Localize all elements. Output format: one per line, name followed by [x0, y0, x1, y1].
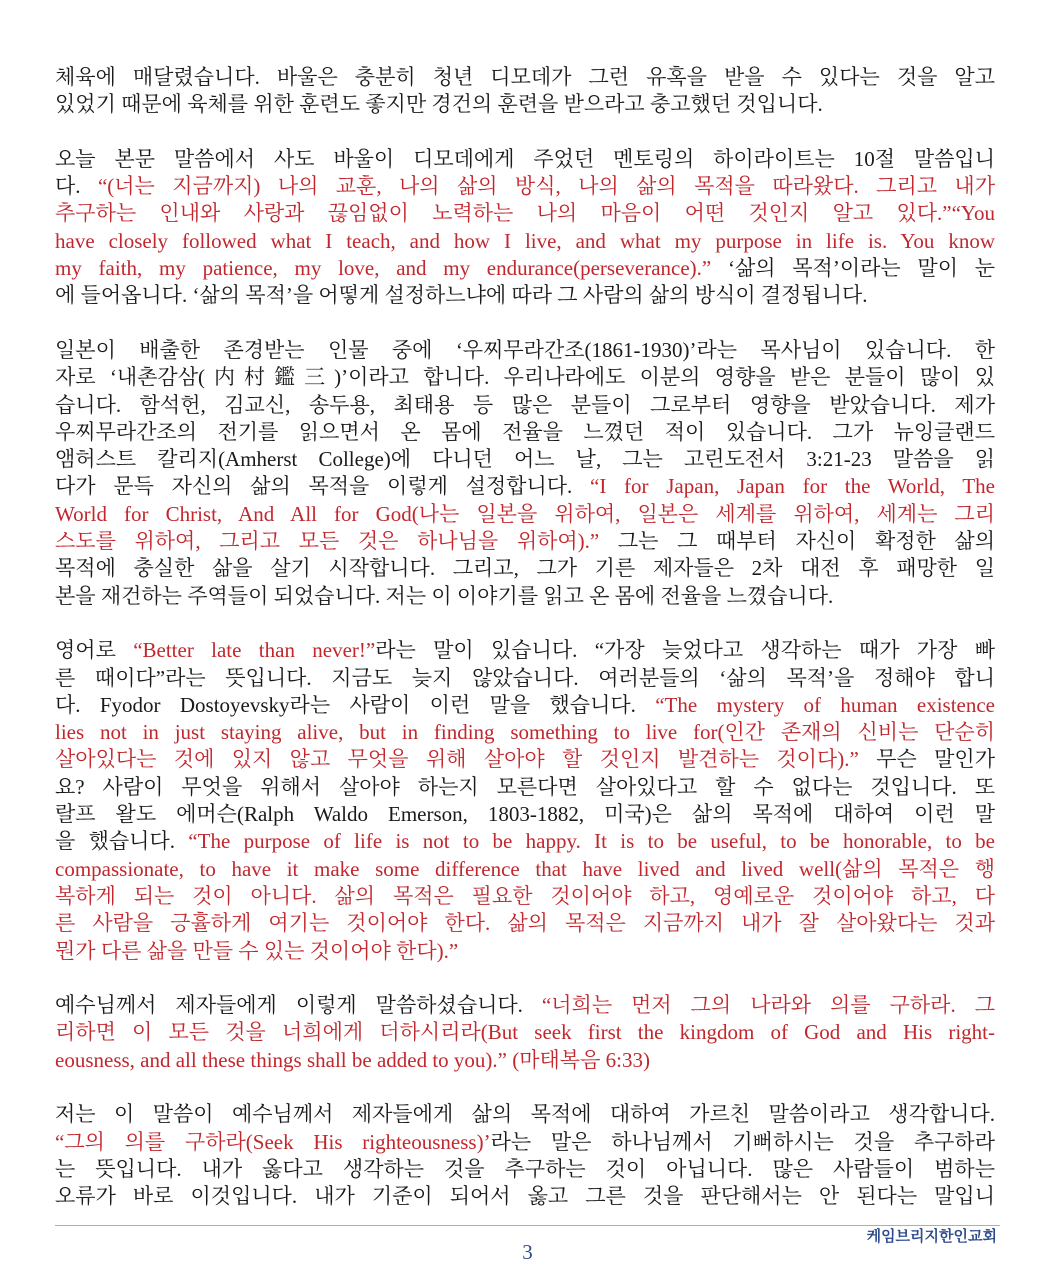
text-line [55, 446, 995, 473]
body-text: 라는 말은 하나님께서 기뻐하시는 것을 추구하라 [490, 1129, 995, 1154]
text-line [55, 774, 995, 801]
paragraph [55, 64, 995, 119]
text-line [55, 392, 995, 419]
quoted-text: World for Christ, And All for God(나는 일본을 위하여, 일본은 세계를 위하여, 세계는 그리 [55, 501, 995, 526]
text-line [55, 255, 995, 282]
text-line [55, 555, 995, 582]
body-text: 을 했습니다. [55, 829, 189, 854]
body-text: 체육에 매달렸습니다. 바울은 충분히 청년 디모데가 그런 유혹을 받을 수 있다는 것을 알고 [55, 65, 995, 89]
quoted-text: 뭔가 다른 삶을 만들 수 있는 것이어야 한다).” [55, 938, 459, 963]
body-text: 영어로 [55, 638, 134, 663]
body-text: 다가 문득 자신의 삶의 목적을 이렇게 설정합니다. [55, 474, 591, 499]
quoted-text: lies not in just staying alive, but in finding something to live for(인간 존재의 신비는 단순히 [55, 720, 995, 745]
text-line [55, 856, 995, 883]
body-text: 앰허스트 칼리지(Amherst College)에 다니던 어느 날, 그는 고린도전서 3:21-23 말씀을 읽 [55, 447, 995, 472]
text-line [55, 282, 995, 309]
body-text: 다. [55, 174, 98, 199]
body-text: 저는 이 말씀이 예수님께서 제자들에게 삶의 목적에 대하여 가르친 말씀이라고 생각합니다. [55, 1102, 995, 1127]
text-line [55, 746, 995, 773]
quoted-text: “I for Japan, Japan for the World, The [590, 474, 995, 499]
body-text: 일본이 배출한 존경받는 인물 중에 ‘우찌무라간조(1861-1930)’라는 목사님이 있습니다. 한 [55, 337, 995, 362]
body-text: 본을 재건하는 주역들이 되었습니다. 저는 이 이야기를 읽고 온 몸에 전율을 느꼈습니다. [55, 583, 834, 608]
text-line [55, 173, 995, 200]
quoted-text: “Better late than never!” [133, 638, 376, 663]
quoted-text: 추구하는 인내와 사랑과 끊임없이 노력하는 나의 마음이 어떤 것인지 알고 있다.”“You [55, 201, 995, 226]
paragraph [55, 992, 995, 1074]
quoted-text: “그의 의를 구하라(Seek His righteousness)’ [55, 1129, 491, 1154]
text-line [55, 146, 995, 173]
text-line [55, 228, 995, 255]
body-text: 습니다. 함석헌, 김교신, 송두용, 최태용 등 많은 분들이 그로부터 영향을 받았습니다. 제가 [55, 392, 995, 417]
text-line [55, 719, 995, 746]
body-text: 랄프 왈도 에머슨(Ralph Waldo Emerson, 1803-1882, 미국)은 삶의 목적에 대하여 이런 말 [55, 802, 995, 827]
text-line [55, 501, 995, 528]
paragraph [55, 146, 995, 310]
quoted-text: compassionate, to have it make some difference that have lived and lived well(삶의 목적은 행 [55, 856, 995, 881]
text-line [55, 1019, 995, 1046]
body-text: ‘삶의 목적’이라는 말이 눈 [711, 256, 995, 281]
footer-divider [55, 1225, 1000, 1226]
text-line [55, 828, 995, 855]
text-line [55, 1101, 995, 1128]
text-line [55, 665, 995, 692]
body-text: 그는 그 때부터 자신이 확정한 삶의 [599, 529, 995, 554]
text-line [55, 419, 995, 446]
body-text: 오늘 본문 말씀에서 사도 바울이 디모데에게 주었던 멘토링의 하이라이트는 10절 말씀입니 [55, 146, 995, 171]
body-text: 다. Fyodor Dostoyevsky라는 사람이 이런 말을 했습니다. [55, 692, 656, 717]
paragraph [55, 337, 995, 610]
quoted-text: 스도를 위하여, 그리고 모든 것은 하나님을 위하여).” [55, 529, 600, 554]
text-line [55, 64, 995, 91]
quoted-text: my faith, my patience, my love, and my endurance(perseverance).” [55, 256, 712, 281]
quoted-text: 복하게 되는 것이 아니다. 삶의 목적은 필요한 것이어야 하고, 영예로운 것이어야 하고, 다 [55, 883, 995, 908]
paragraph [55, 637, 995, 965]
text-line [55, 337, 995, 364]
body-text: 요? 사람이 무엇을 위해서 살아야 하는지 모른다면 살아있다고 할 수 없다는 것입니다. 또 [55, 774, 995, 799]
text-line [55, 1183, 995, 1210]
text-line [55, 910, 995, 937]
text-line [55, 1129, 995, 1156]
text-line [55, 200, 995, 227]
body-text: 무슨 말인가 [858, 747, 995, 772]
body-text: 예수님께서 제자들에게 이렇게 말씀하셨습니다. [55, 993, 542, 1018]
text-line [55, 883, 995, 910]
text-line [55, 992, 995, 1019]
quoted-text: eousness, and all these things shall be added to you).” (마태복음 6:33) [55, 1047, 650, 1072]
body-text: 는 뜻입니다. 내가 옳다고 생각하는 것을 추구하는 것이 아닙니다. 많은 사람들이 범하는 [55, 1156, 995, 1181]
body-text: 에 들어옵니다. ‘삶의 목적’을 어떻게 설정하느냐에 따라 그 사람의 삶의 방식이 결정됩니다. [55, 283, 868, 308]
quoted-text: “너희는 먼저 그의 나라와 의를 구하라. 그 [541, 993, 995, 1018]
quoted-text: “The mystery of human existence [655, 692, 995, 717]
quoted-text: 리하면 이 모든 것을 너희에게 더하시리라(But seek first the kingdom of God and His right- [55, 1020, 995, 1045]
text-line [55, 692, 995, 719]
text-line [55, 1156, 995, 1183]
quoted-text: 른 사람을 긍휼하게 여기는 것이어야 한다. 삶의 목적은 지금까지 내가 잘 살아왔다는 것과 [55, 911, 995, 936]
text-line [55, 801, 995, 828]
text-line [55, 637, 995, 664]
quoted-text: “(너는 지금까지) 나의 교훈, 나의 삶의 방식, 나의 삶의 목적을 따라왔다. 그리고 내가 [97, 174, 995, 199]
text-line [55, 364, 995, 391]
article-body [55, 64, 995, 1210]
page-number: 3 [522, 1240, 533, 1264]
church-name: 케임브리지한인교회 [866, 1227, 997, 1245]
text-line [55, 91, 995, 118]
quoted-text: 살아있다는 것에 있지 않고 무엇을 위해 살아야 할 것인지 발견하는 것이다).” [55, 747, 859, 772]
body-text: 있었기 때문에 육체를 위한 훈련도 좋지만 경건의 훈련을 받으라고 충고했던 것입니다. [55, 92, 823, 117]
text-line [55, 1047, 995, 1074]
text-line [55, 583, 995, 610]
text-line [55, 938, 995, 965]
text-line [55, 473, 995, 500]
quoted-text: have closely followed what I teach, and how I live, and what my purpose in life is. You know [55, 228, 995, 253]
body-text: 자로 ‘내촌감삼(内村鑑三)’이라고 합니다. 우리나라에도 이분의 영향을 받은 분들이 많이 있 [55, 365, 995, 390]
body-text: 우찌무라간조의 전기를 읽으면서 온 몸에 전율을 느꼈던 적이 있습니다. 그가 뉴잉글랜드 [55, 419, 995, 444]
text-line [55, 528, 995, 555]
quoted-text: “The purpose of life is not to be happy. It is to be useful, to be honorable, to be [188, 829, 995, 854]
paragraph [55, 1101, 995, 1210]
body-text: 목적에 충실한 삶을 살기 시작합니다. 그리고, 그가 기른 제자들은 2차 대전 후 패망한 일 [55, 556, 995, 581]
body-text: 오류가 바로 이것입니다. 내가 기준이 되어서 옳고 그른 것을 판단해서는 안 된다는 말입니 [55, 1184, 995, 1209]
body-text: 른 때이다”라는 뜻입니다. 지금도 늦지 않았습니다. 여러분들의 ‘삶의 목적’을 정해야 합니 [55, 665, 995, 690]
body-text: 라는 말이 있습니다. “가장 늦었다고 생각하는 때가 가장 빠 [375, 638, 995, 663]
